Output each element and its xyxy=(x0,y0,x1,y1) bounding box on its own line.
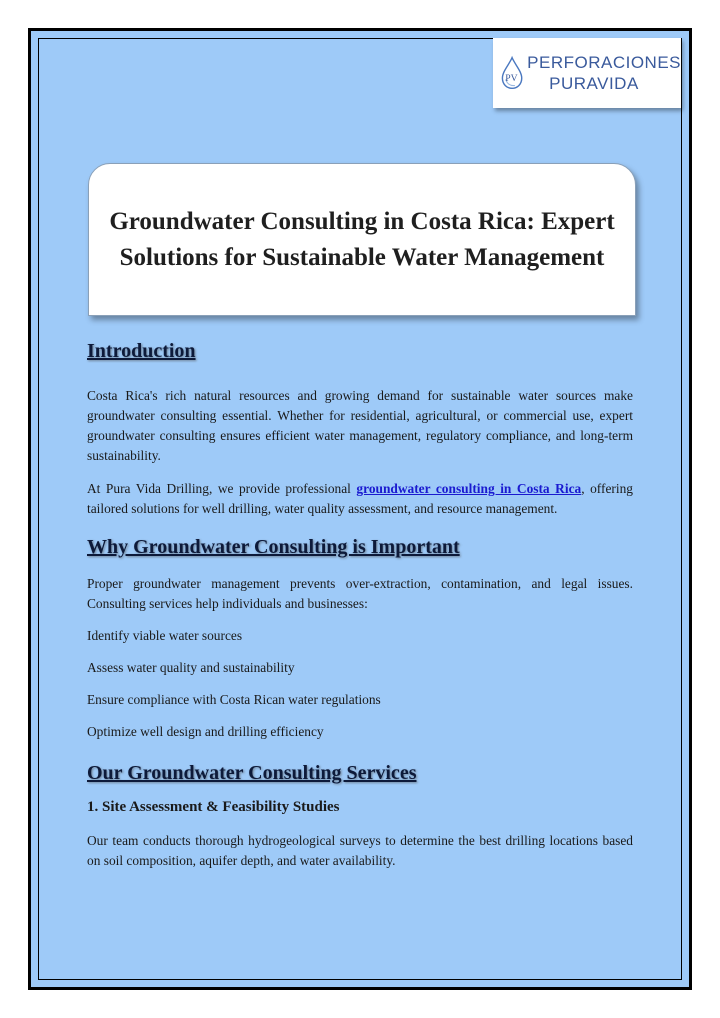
groundwater-consulting-link[interactable]: groundwater consulting in Costa Rica xyxy=(356,481,582,496)
logo-line-1: PERFORACIONES xyxy=(527,53,681,72)
title-box xyxy=(88,163,636,316)
why-section xyxy=(87,536,633,742)
list-item: Ensure compliance with Costa Rican water regulations xyxy=(87,692,381,707)
logo-line-2: PURAVIDA xyxy=(549,74,639,93)
site-assessment-paragraph: Our team conducts thorough hydrogeological surveys to determine the best drilling locations based on soil composition, aquifer depth, and water availability. xyxy=(87,833,633,868)
list-item: Identify viable water sources xyxy=(87,628,243,643)
intro-paragraph-1: Costa Rica's rich natural resources and growing demand for sustainable water sources make groundwater consulting essential. Whether for residential, agricultural, or commercial use, expert groundwater consulting ensures efficient water management, regulatory compliance, and long-term sustainability. xyxy=(87,388,633,463)
intro-p2-lead: At Pura Vida Drilling, we provide professional xyxy=(87,481,357,496)
intro-p2-tail: , offering tailored solutions for well drilling, water quality assessment, and resource management. xyxy=(87,481,633,516)
intro-paragraph-2 xyxy=(87,479,633,519)
site-assessment-heading: 1. Site Assessment & Feasibility Studies xyxy=(87,799,340,815)
why-heading: Why Groundwater Consulting is Important xyxy=(87,536,460,558)
water-drop-icon xyxy=(499,44,525,102)
list-item: Optimize well design and drilling efficiency xyxy=(87,724,324,739)
article-body xyxy=(87,340,633,871)
intro-section xyxy=(87,340,633,519)
services-section xyxy=(87,762,633,871)
logo-monogram: PV xyxy=(505,72,518,84)
services-heading: Our Groundwater Consulting Services xyxy=(87,762,417,784)
page-title: Groundwater Consulting in Costa Rica: Expert Solutions for Sustainable Water Management xyxy=(109,207,615,271)
company-logo xyxy=(493,38,681,108)
why-paragraph: Proper groundwater management prevents over-extraction, contamination, and legal issues. Consulting services help individuals and businesses: xyxy=(87,576,633,611)
list-item: Assess water quality and sustainability xyxy=(87,660,295,675)
intro-heading: Introduction xyxy=(87,340,196,362)
